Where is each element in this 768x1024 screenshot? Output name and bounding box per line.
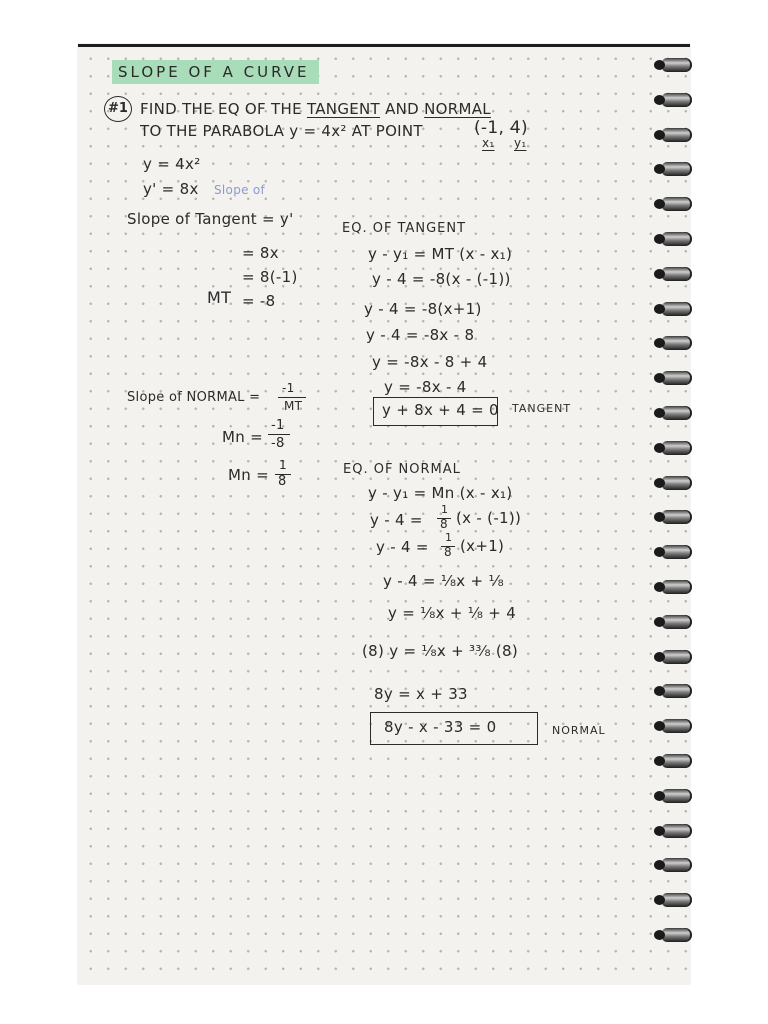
problem-normal-word: NORMAL [424,100,491,118]
normal-line3-den: 8 [444,545,452,559]
tangent-answer-label: TANGENT [512,402,572,415]
normal-line3-num: 1 [445,531,453,544]
binding-ring [662,719,692,733]
normal-answer: 8y - x - 33 = 0 [384,718,497,736]
binding-ring [662,302,692,316]
binding-ring [662,93,692,107]
derivative-eq1: y = 4x² [143,155,201,173]
slope-tangent-label: Slope of Tangent = y' [127,210,294,228]
slope-tangent-result-value: = -8 [242,292,276,310]
tangent-step: y - 4 = -8(x - (-1)) [372,270,511,288]
mn2-num: 1 [279,458,287,472]
binding-ring [662,162,692,176]
normal-line5: y = ¹⁄₈x + ¹⁄₈ + 4 [388,604,517,622]
tangent-step: y - 4 = -8x - 8 [366,326,475,344]
mn1-frac-bar [268,434,290,435]
problem-point-sub-y: y₁ [514,136,527,150]
normal-line3-a: y - 4 = [376,538,429,556]
spiral-binding [656,58,696,958]
binding-ring [662,267,692,281]
problem-tangent-word: TANGENT [306,100,381,118]
tangent-step: y = -8x - 4 [384,378,467,396]
normal-line6: (8) y = ¹⁄₈x + ³³⁄₈ (8) [362,642,518,660]
problem-and-word: AND [385,100,420,118]
binding-ring [662,128,692,142]
normal-answer-label: NORMAL [552,724,606,737]
slope-normal-label: Slope of NORMAL = [127,390,261,405]
binding-ring [662,510,692,524]
binding-ring [662,336,692,350]
binding-ring [662,232,692,246]
binding-ring [662,928,692,942]
binding-ring [662,441,692,455]
binding-ring [662,197,692,211]
binding-ring [662,858,692,872]
tangent-step: y = -8x - 8 + 4 [372,353,488,371]
binding-ring [662,615,692,629]
problem-point-sub-x: x₁ [482,136,495,150]
problem-line-1 [140,100,491,118]
normal-line3-b: (x+1) [460,537,505,555]
binding-ring [662,58,692,72]
slope-normal-frac-bar [278,397,306,398]
page-title: SLOPE OF A CURVE [112,60,319,84]
slope-tangent-result-label: MT [207,288,232,307]
binding-ring [662,650,692,664]
binding-ring [662,684,692,698]
tangent-eq-heading: EQ. OF TANGENT [342,221,467,236]
normal-line2-den: 8 [440,517,448,531]
binding-ring [662,545,692,559]
problem-number: #1 [104,96,132,122]
tangent-step: y - 4 = -8(x+1) [364,300,482,318]
normal-line2-a: y - 4 = [370,511,423,529]
normal-line4: y - 4 = ¹⁄₈x + ¹⁄₈ [383,572,504,590]
mn1-label: Mn = [222,428,263,446]
binding-ring [662,824,692,838]
normal-line7: 8y = x + 33 [374,685,468,703]
problem-point: (-1, 4) [474,118,528,138]
problem-line-2: TO THE PARABOLA y = 4x² AT POINT [140,122,423,140]
slope-tangent-step1: = 8x [242,244,279,262]
normal-line2-num: 1 [441,503,449,516]
binding-ring [662,893,692,907]
slope-normal-frac-den: MT [284,399,303,413]
binding-ring [662,754,692,768]
binding-ring [662,789,692,803]
normal-line2-b: (x - (-1)) [456,509,522,527]
derivative-eq2: y' = 8x [143,180,199,198]
mn1-num: -1 [271,418,285,433]
binding-ring [662,476,692,490]
normal-eq-heading: EQ. OF NORMAL [343,462,461,477]
binding-ring [662,406,692,420]
slope-tangent-step2: = 8(-1) [242,268,298,286]
tangent-step: y - y₁ = MT (x - x₁) [368,245,513,263]
tangent-answer: y + 8x + 4 = 0 [382,401,499,419]
binding-ring [662,580,692,594]
normal-line1: y - y₁ = Mn (x - x₁) [368,484,513,502]
binding-ring [662,371,692,385]
mn2-label: Mn = [228,466,269,484]
mn2-den: 8 [278,474,287,489]
derivative-note: Slope of [214,183,266,197]
mn1-den: -8 [271,436,285,451]
problem-line-1-prefix: FIND THE EQ OF THE [140,100,302,118]
slope-normal-frac-num: -1 [282,381,295,395]
